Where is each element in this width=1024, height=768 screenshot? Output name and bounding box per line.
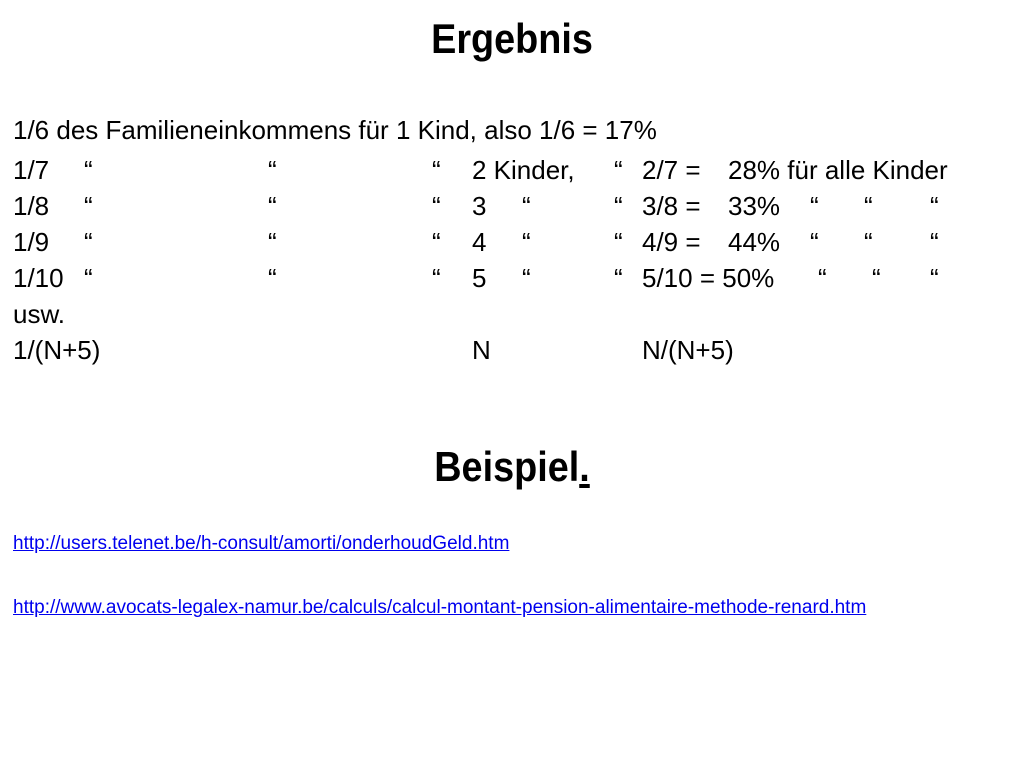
ditto-mark: “ — [930, 263, 939, 293]
ditto-mark: “ — [810, 227, 819, 257]
percent-cell: 28% für alle Kinder — [728, 155, 948, 185]
ditto-mark: “ — [614, 191, 623, 221]
ratio-cell: 4/9 = — [642, 227, 701, 257]
result-text: 1/6 des Familieneinkommens für 1 Kind, also 1/6 = 17% — [13, 115, 657, 145]
page-title: Ergebnis — [431, 15, 593, 62]
result-line — [0, 332, 1024, 368]
children-cell: 5 — [472, 263, 487, 293]
ditto-mark: “ — [268, 191, 277, 221]
fraction-cell: 1/7 — [13, 155, 50, 185]
children-cell: 4 — [472, 227, 487, 257]
section-heading-dot: . — [579, 443, 590, 490]
ditto-mark: “ — [268, 155, 277, 185]
result-line — [0, 152, 1024, 188]
percent-cell: 33% — [728, 191, 781, 221]
ditto-mark: “ — [522, 191, 531, 221]
ditto-mark: “ — [864, 227, 873, 257]
children-cell: 3 — [472, 191, 487, 221]
ditto-mark: “ — [864, 191, 873, 221]
percent-cell: 44% — [728, 227, 781, 257]
ratio-cell: 5/10 = 50% — [642, 263, 775, 293]
ditto-mark: “ — [84, 263, 93, 293]
result-line — [0, 112, 1024, 148]
fraction-cell: 1/10 — [13, 263, 64, 293]
ditto-mark: “ — [432, 227, 441, 257]
ditto-mark: “ — [84, 191, 93, 221]
result-line — [0, 188, 1024, 224]
result-line — [0, 224, 1024, 260]
ditto-mark: “ — [818, 263, 827, 293]
section-heading — [51, 442, 973, 492]
ratio-cell: 2/7 = — [642, 155, 701, 185]
ratio-cell: 3/8 = — [642, 191, 701, 221]
ditto-mark: “ — [872, 263, 881, 293]
children-cell: N — [472, 335, 491, 365]
fraction-cell: 1/(N+5) — [13, 335, 101, 365]
section-heading-text: Beispiel — [434, 443, 580, 490]
ditto-mark: “ — [432, 155, 441, 185]
result-line — [0, 260, 1024, 296]
children-cell: 2 Kinder, — [472, 155, 575, 185]
fraction-cell: 1/9 — [13, 227, 50, 257]
ditto-mark: “ — [810, 191, 819, 221]
ditto-mark: “ — [614, 155, 623, 185]
ditto-mark: “ — [268, 227, 277, 257]
ditto-mark: “ — [614, 263, 623, 293]
ditto-mark: “ — [432, 263, 441, 293]
ditto-mark: “ — [930, 191, 939, 221]
ditto-mark: “ — [432, 191, 441, 221]
ditto-mark: “ — [522, 263, 531, 293]
result-line — [0, 296, 1024, 332]
reference-link[interactable]: http://users.telenet.be/h-consult/amorti/onderhoudGeld.htm — [13, 533, 510, 554]
fraction-cell: 1/8 — [13, 191, 50, 221]
result-text: usw. — [13, 299, 66, 329]
ditto-mark: “ — [614, 227, 623, 257]
ditto-mark: “ — [84, 155, 93, 185]
ditto-mark: “ — [268, 263, 277, 293]
reference-link[interactable]: http://www.avocats-legalex-namur.be/calculs/calcul-montant-pension-alimentaire-methode-renard.htm — [13, 597, 867, 618]
ratio-cell: N/(N+5) — [642, 335, 734, 365]
ditto-mark: “ — [522, 227, 531, 257]
ditto-mark: “ — [84, 227, 93, 257]
ditto-mark: “ — [930, 227, 939, 257]
